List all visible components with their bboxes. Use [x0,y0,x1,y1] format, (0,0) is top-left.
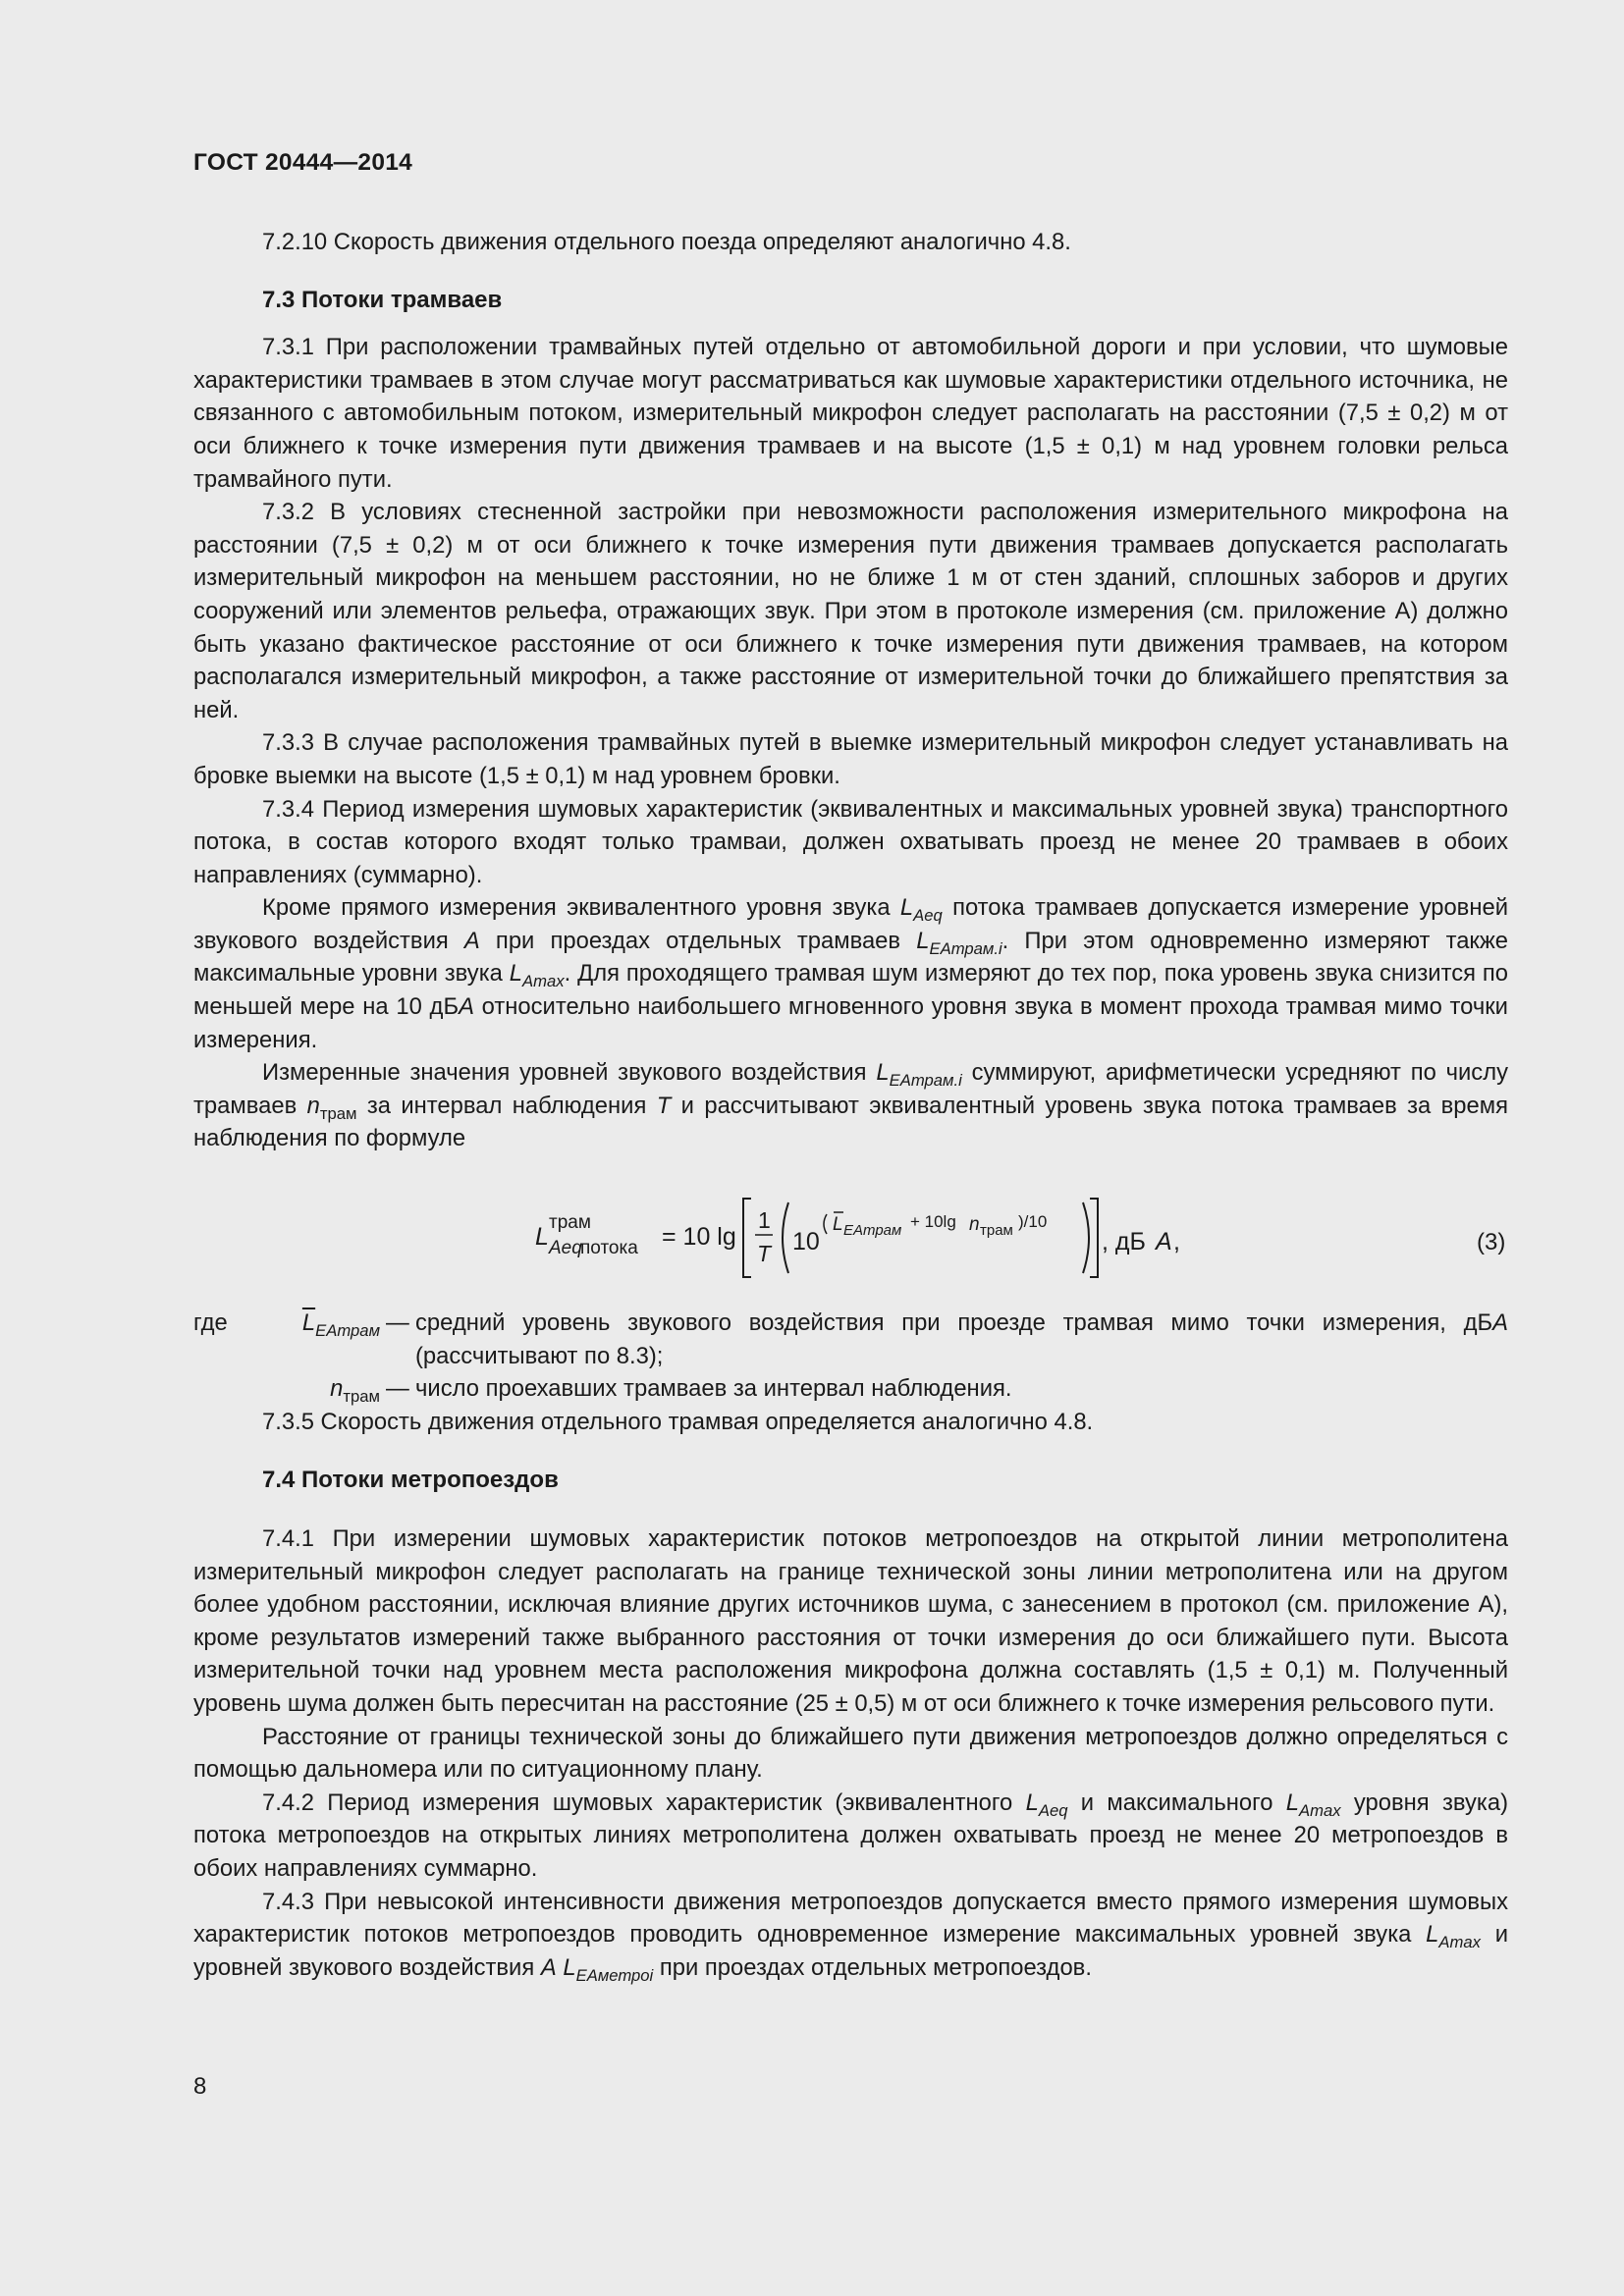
formula-3 [193,1173,1508,1301]
left-bracket [743,1199,751,1277]
where-dash-1: — [386,1309,409,1337]
section-title-7-4: 7.4 Потоки метропоездов [262,1467,559,1494]
formula-svg [193,1173,1508,1301]
formula-lhs-sup: трам [549,1212,591,1234]
fraction-numerator: 1 [758,1207,771,1234]
exp-L: L [833,1214,843,1236]
paragraph-distance: Расстояние от границы технической зоны до ближайшего пути движения метропоездов должно определяться с помощью дальномера или по ситуационному плану. [193,1723,1508,1784]
where-item-2 [193,1372,1508,1406]
exp-div: )/10 [1018,1212,1048,1232]
right-paren [1083,1202,1089,1273]
paragraph-measured-values: Измеренные значения уровней звукового воздействия $L_{EAтрам.i}$ суммируют, арифметически усредняют по числу трамваев $n_{трам}$ за интервал наблюдения T и рассчитывают эквивалентный уровень звука потока трамваев за время наблюдения по формуле [193,1059,1508,1152]
paragraph-7-4-1: 7.4.1 При измерении шумовых характеристик потоков метропоездов на открытой линии метрополитена измерительный микрофон следует располагать на границе технической зоны линии метрополитена или на другом более удобном расстоянии, исключая влияние других источников шума, с занесением в протокол (см. приложение А), кроме результатов измерений также выбранного расстояния от точки измерения до оси ближайшего пути. Высота измерительной точки над уровнем места расположения микрофона должна составлять (1,5 ± 0,1) м. Полученный уровень шума должен быть пересчитан на расстояние (25 ± 0,5) м от оси ближнего к точке измерения рельсового пути. [193,1525,1508,1717]
page-content [193,226,1508,1984]
exp-n: n [969,1214,980,1236]
exp-L-sub: EAтрам [843,1222,902,1240]
formula-lhs-sub: потока [580,1238,638,1259]
formula-unit-comma: , [1173,1228,1180,1256]
exp-left-paren [824,1214,827,1234]
where-symbol-2: $n_{трам}$ [330,1375,380,1407]
where-label: где [193,1309,228,1337]
formula-lg: = 10 lg [662,1223,736,1252]
where-symbol-1: $\overline{L}_{EAтрам}$ [301,1309,380,1340]
paragraph-7-4-2: 7.4.2 Период измерения шумовых характеристик (эквивалентного $L_{Aeq}$ и максимального $L_{Amax}$ уровня звука) потока метропоездов на открытых линиях метрополитена должен охватывать проезд не менее 20 метропоездов в обоих направлениях суммарно. [193,1789,1508,1882]
section-title-7-3: 7.3 Потоки трамваев [262,286,503,313]
where-dash-2: — [386,1375,409,1403]
where-text-1: средний уровень звукового воздействия при проезде трамвая мимо точки измерения, дБA (рассчитывают по 8.3); [415,1309,1508,1369]
formula-ten: 10 [792,1228,820,1256]
right-bracket [1090,1199,1098,1277]
where-item-1 [193,1307,1508,1372]
left-paren [783,1202,788,1273]
formula-unit: , дБ [1102,1228,1146,1256]
formula-unit-A: A [1156,1228,1172,1256]
exp-plus-term: + 10lg [910,1212,956,1232]
paragraph-direct-measurement: Кроме прямого измерения эквивалентного уровня звука $L_{Aeq}$ потока трамваев допускается измерение уровней звукового воздействия A при проездах отдельных трамваев $L_{EAтрам.i}$. При этом одновременно измеряют также максимальные уровни звука $L_{Amax}$. Для проходящего трамвая шум измеряют до тех пор, пока уровень звука снизится по меньшей мере на 10 дБA относительно наибольшего мгновенного уровня звука в момент прохода трамвая мимо точки измерения. [193,894,1508,1053]
fraction-denominator: T [757,1241,772,1267]
paragraph-7-3-5: 7.3.5 Скорость движения отдельного трамвая определяется аналогично 4.8. [262,1408,1094,1435]
paragraph-7-3-2: 7.3.2 В условиях стесненной застройки при невозможности расположения измерительного микрофона на расстоянии (7,5 ± 0,2) м от оси ближнего к точке измерения пути движения трамваев допускается располагать измерительный микрофон на меньшем расстоянии, но не ближе 1 м от стен зданий, сплошных заборов и других сооружений или элементов рельефа, отражающих звук. При этом в протоколе измерения (см. приложение А) должно быть указано фактическое расстояние от оси ближнего к точке измерения пути движения трамваев, на котором располагался измерительный микрофон, а также расстояние от измерительной точки до ближайшего препятствия за ней. [193,499,1508,723]
paragraph-7-3-4: 7.3.4 Период измерения шумовых характеристик (эквивалентных и максимальных уровней звука) транспортного потока, в состав которого входят только трамваи, должен охватывать проезд не менее 20 трамваев в обоих направлениях (суммарно). [193,795,1508,888]
page-number: 8 [193,2073,207,2100]
where-block [193,1307,1508,1406]
formula-lhs-L: L [535,1223,549,1252]
paragraph-7-3-3: 7.3.3 В случае расположения трамвайных путей в выемке измерительный микрофон следует устанавливать на бровке выемки на высоте (1,5 ± 0,1) м над уровнем бровки. [193,729,1508,789]
where-text-2: число проехавших трамваев за интервал наблюдения. [415,1375,1012,1403]
exp-n-sub: трам [980,1222,1013,1240]
equation-number: (3) [1477,1229,1506,1256]
page-header: ГОСТ 20444—2014 [193,149,413,176]
formula-lhs-aeq: Aeq [549,1238,582,1259]
paragraph-7-2-10: 7.2.10 Скорость движения отдельного поезда определяют аналогично 4.8. [262,229,1071,255]
paragraph-7-4-3: 7.4.3 При невысокой интенсивности движения метропоездов допускается вместо прямого измерения шумовых характеристик потоков метропоездов проводить одновременное измерение максимальных уровней звука $L_{Amax}$ и уровней звукового воздействия A $L_{EAметроi}$ при проездах отдельных метропоездов. [193,1888,1508,1985]
paragraph-7-3-1: 7.3.1 При расположении трамвайных путей отдельно от автомобильной дороги и при условии, что шумовые характеристики трамваев в этом случае могут рассматриваться как шумовые характеристики отдельного источника, не связанного с автомобильным потоком, измерительный микрофон следует располагать на расстоянии (7,5 ± 0,2) м от оси ближнего к точке измерения пути движения трамваев и на высоте (1,5 ± 0,1) м над уровнем головки рельса трамвайного пути. [193,334,1508,493]
